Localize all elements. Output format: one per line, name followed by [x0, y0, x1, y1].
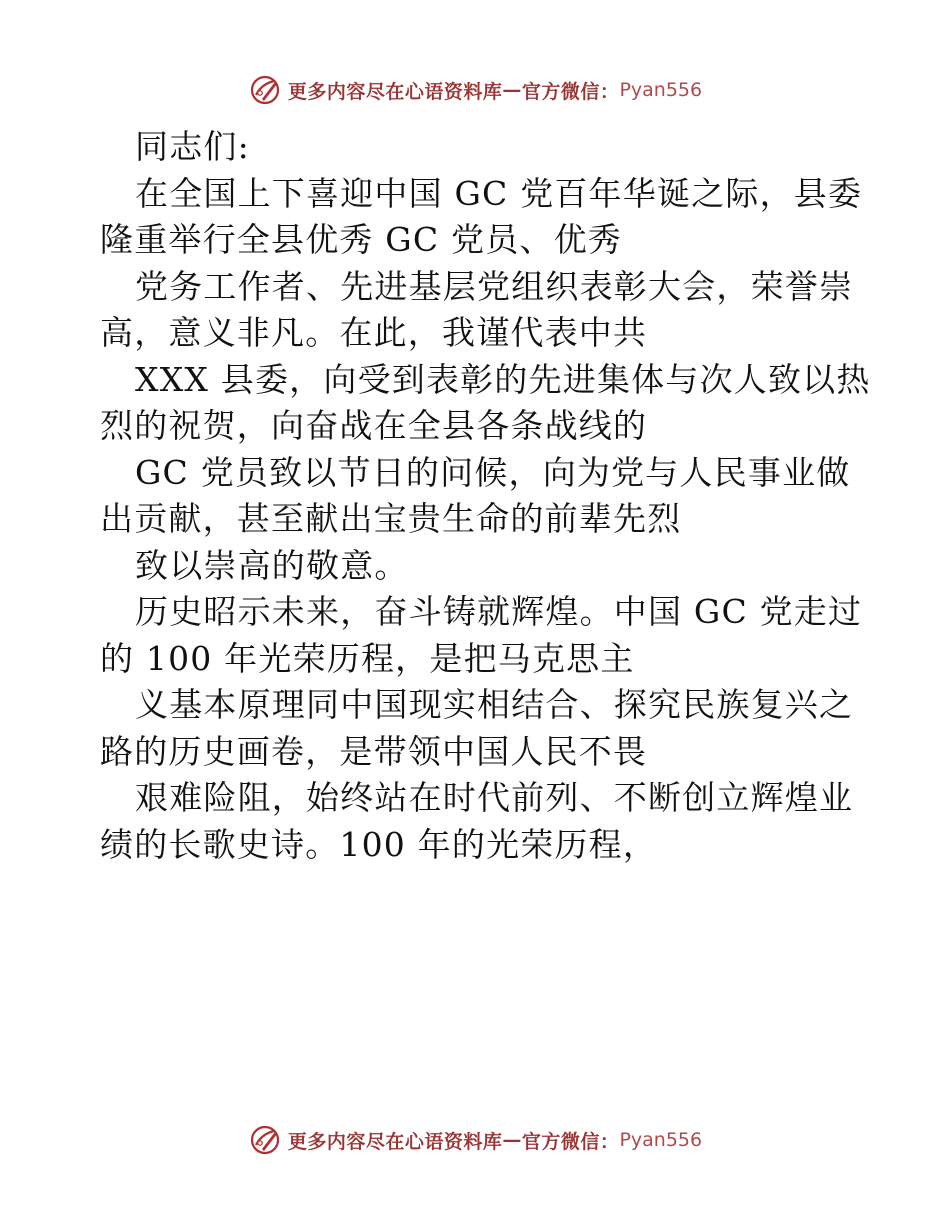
body-line: 艰难险阻，始终站在时代前列、不断创立辉煌业 — [135, 778, 854, 817]
watermark-separator: — — [502, 79, 522, 101]
body-line: 隆重举行全县优秀 GC 党员、优秀 — [100, 220, 622, 259]
watermark-account: Pyan556 — [619, 1129, 703, 1151]
body-line: 义基本原理同中国现实相结合、探究民族复兴之 — [135, 685, 854, 724]
body-line: 烈的祝贺，向奋战在全县各条战线的 — [100, 406, 648, 445]
watermark-text: 更多内容尽在心语资料库 — [287, 1130, 503, 1153]
document-body — [100, 124, 871, 868]
pen-logo-icon — [248, 73, 282, 107]
body-line: 在全国上下喜迎中国 GC 党百年华诞之际，县委 — [135, 173, 863, 213]
body-line: GC 党员致以节日的问候，向为党与人民事业做 — [135, 452, 851, 492]
body-line: 出贡献，甚至献出宝贵生命的前辈先烈 — [100, 499, 682, 538]
body-line: 绩的长歌史诗。100 年的光荣历程， — [100, 824, 658, 864]
watermark-label: 官方微信： — [521, 80, 620, 103]
header-watermark — [0, 70, 950, 110]
watermark-account: Pyan556 — [619, 79, 703, 101]
body-line: 高，意义非凡。在此，我谨代表中共 — [100, 313, 648, 352]
body-line: 历史昭示未来，奋斗铸就辉煌。中国 GC 党走过 — [135, 592, 863, 631]
body-line: 党务工作者、先进基层党组织表彰大会，荣誉崇 — [135, 266, 854, 306]
body-line: 路的历史画卷，是带领中国人民不畏 — [100, 731, 648, 771]
body-line: 同志们: — [135, 127, 250, 166]
body-line: XXX 县委，向受到表彰的先进集体与次人致以热 — [135, 359, 871, 399]
watermark-separator: — — [502, 1129, 522, 1151]
watermark-label: 官方微信： — [521, 1130, 620, 1153]
body-line: 的 100 年光荣历程，是把马克思主 — [100, 638, 635, 678]
pen-logo-icon — [248, 1123, 282, 1157]
footer-watermark — [0, 1120, 950, 1160]
body-line: 致以崇高的敬意。 — [135, 545, 409, 585]
watermark-text: 更多内容尽在心语资料库 — [287, 80, 503, 103]
